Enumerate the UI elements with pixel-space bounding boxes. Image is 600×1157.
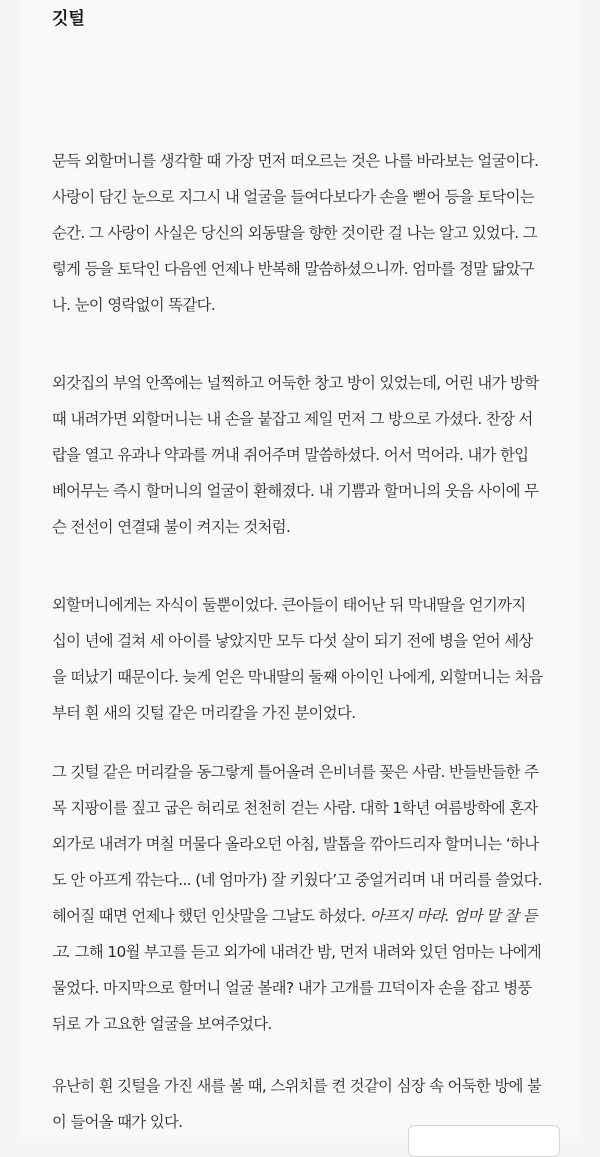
paragraph-line: 외할머니에게는 자식이 둘뿐이었다. 큰아들이 태어난 뒤 막내딸을 얻기까지 xyxy=(52,596,526,614)
paragraph-line: 을 떠났기 때문이다. 늦게 얻은 막내딸의 둘째 아이인 나에게, 외할머니는 처음 xyxy=(52,668,543,686)
paragraph-line: 랍을 열고 유과나 약과를 꺼내 쥐어주며 말씀하셨다. 어서 먹어라. 내가 한입 xyxy=(52,446,529,464)
paragraph-line: 뒤로 가 고요한 얼굴을 보여주었다. xyxy=(52,1015,272,1033)
paragraph-line: 외갓집의 부엌 안쪽에는 널찍하고 어둑한 창고 방이 있었는데, 어린 내가 방학 xyxy=(52,374,539,392)
paragraph-2 xyxy=(52,365,588,545)
paragraph-line: 베어무는 즉시 할머니의 얼굴이 환해졌다. 내 기쁨과 할머니의 웃음 사이에 무 xyxy=(52,482,539,500)
paragraph-line: 도 안 아프게 깎는다... (네 엄마가) 잘 키웠다’고 중얼거리며 내 머리를 쓸었다. xyxy=(52,871,543,889)
paragraph-line: 사랑이 담긴 눈으로 지그시 내 얼굴을 들여다보다가 손을 뻗어 등을 토닥이는 xyxy=(52,188,535,206)
text-segment: 그해 10월 부고를 듣고 외가에 내려간 밤, 먼저 내려와 있던 엄마는 나에게 xyxy=(70,943,542,961)
paragraph-line: 문득 외할머니를 생각할 때 가장 먼저 떠오르는 것은 나를 바라보는 얼굴이다. xyxy=(52,152,539,170)
italic-quote: 아프지 마라. 엄마 말 잘 듣 xyxy=(369,907,537,925)
paragraph-line: 부터 흰 새의 깃털 같은 머리칼을 가진 분이었다. xyxy=(52,704,356,722)
paragraph-line: 물었다. 마지막으로 할머니 얼굴 볼래? 내가 고개를 끄덕이자 손을 잡고 병풍 xyxy=(52,979,532,997)
paragraph-line: 십이 년에 걸쳐 세 아이를 낳았지만 모두 다섯 살이 되기 전에 병을 얻어 세상 xyxy=(52,632,533,650)
paragraph-line: 때 내려가면 외할머니는 내 손을 붙잡고 제일 먼저 그 방으로 가셨다. 찬장 서 xyxy=(52,410,533,428)
paragraph-1 xyxy=(52,143,588,323)
paragraph-line xyxy=(52,898,588,934)
paragraph-line: 순간. 그 사랑이 사실은 당신의 외동딸을 향한 것이란 걸 나는 알고 있었다. 그 xyxy=(52,224,537,242)
article-title: 깃털 xyxy=(52,9,85,29)
paragraph-3 xyxy=(52,587,588,731)
article-page xyxy=(20,0,580,1137)
paragraph-4 xyxy=(52,754,588,1042)
paragraph-line: 목 지팡이를 짚고 굽은 허리로 천천히 걷는 사람. 대학 1학년 여름방학에 혼자 xyxy=(52,799,538,817)
paragraph-line: 외가로 내려가 며칠 머물다 올라오던 아침, 발톱을 깎아드리자 할머니는 ‘하나 xyxy=(52,835,539,853)
paragraph-line: 슨 전선이 연결돼 불이 켜지는 것처럼. xyxy=(52,518,291,536)
paragraph-line: 나. 눈이 영락없이 똑같다. xyxy=(52,296,216,314)
text-segment: 헤어질 때면 언제나 했던 인삿말을 그날도 하셨다. xyxy=(52,907,370,925)
paragraph-line: 그 깃털 같은 머리칼을 동그랗게 틀어올려 은비녀를 꽂은 사람. 반들반들한 주 xyxy=(52,763,539,781)
paragraph-line: 유난히 흰 깃털을 가진 새를 볼 때, 스위치를 켠 것같이 심장 속 어둑한 방에 불 xyxy=(52,1077,542,1095)
paragraph-line: 이 들어올 때가 있다. xyxy=(52,1113,183,1131)
italic-quote: 고. xyxy=(52,943,71,961)
floating-overlay-box[interactable] xyxy=(408,1125,560,1157)
paragraph-line xyxy=(52,934,588,970)
paragraph-line: 렇게 등을 토닥인 다음엔 언제나 반복해 말씀하셨으니까. 엄마를 정말 닮았구 xyxy=(52,260,535,278)
